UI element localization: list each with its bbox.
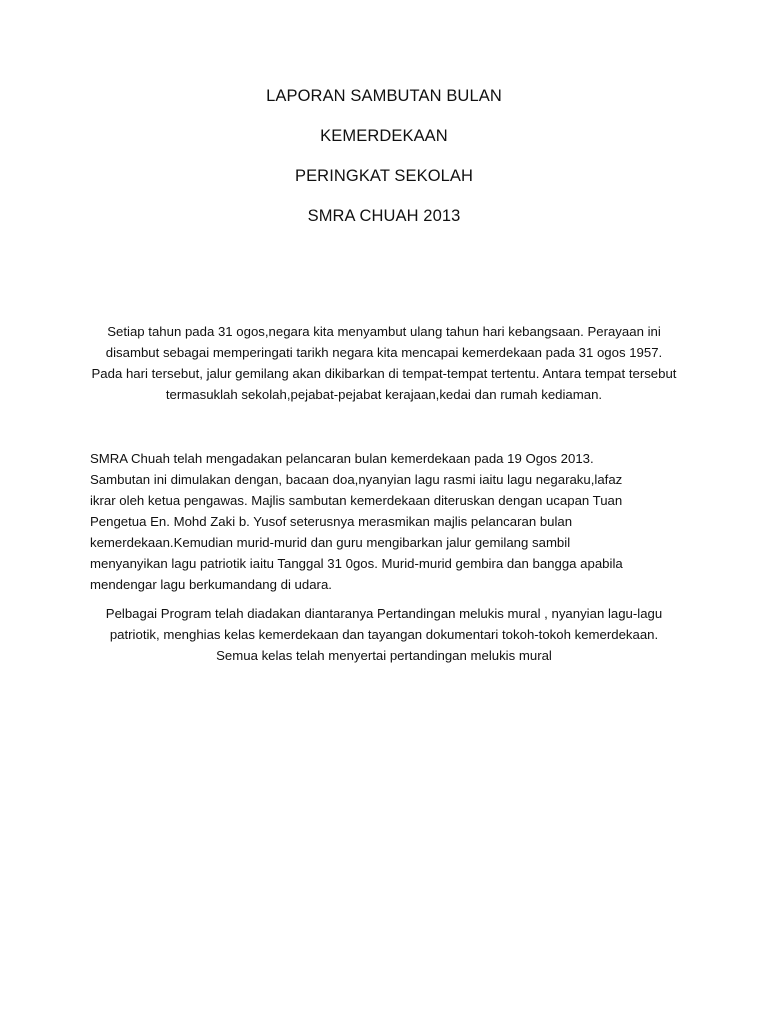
paragraph-launch-event: SMRA Chuah telah mengadakan pelancaran bulan kemerdekaan pada 19 Ogos 2013. Sambutan ini dimulakan dengan, bacaan doa,nyanyian lagu rasmi iaitu lagu negaraku,lafaz ikrar oleh ketua pengawas. Majlis sambutan kemerdekaan diteruskan dengan ucapan Tuan Pengetua En. Mohd Zaki b. Yusof seterusnya merasmikan majlis pelancaran bulan kemerdekaan.Kemudian murid-murid dan guru mengibarkan jalur gemilang sambil menyanyikan lagu patriotik iaitu Tanggal 31 0gos. Murid-murid gembira dan bangga apabila mendengar lagu berkumandang di udara. [90, 451, 623, 592]
title-line-2: KEMERDEKAAN [320, 127, 448, 145]
title-line-4: SMRA CHUAH 2013 [307, 207, 461, 225]
paragraph-programs: Pelbagai Program telah diadakan diantaranya Pertandingan melukis mural , nyanyian lagu-lagu patriotik, menghias kelas kemerdekaan dan tayangan dokumentari tokoh-tokoh kemerdekaan. Semua kelas telah menyertai pertandingan melukis mural [105, 606, 663, 663]
title-line-3: PERINGKAT SEKOLAH [294, 167, 474, 185]
title-line-1: LAPORAN SAMBUTAN BULAN [266, 87, 502, 105]
paragraph-intro: Setiap tahun pada 31 ogos,negara kita menyambut ulang tahun hari kebangsaan. Perayaan ini disambut sebagai memperingati tarikh negara kita mencapai kemerdekaan pada 31 ogos 1957. Pada hari tersebut, jalur gemilang akan dikibarkan di tempat-tempat tertentu. Antara tempat tersebut termasuklah sekolah,pejabat-pejabat kerajaan,kedai dan rumah kediaman. [91, 324, 677, 402]
document-title [0, 86, 768, 246]
